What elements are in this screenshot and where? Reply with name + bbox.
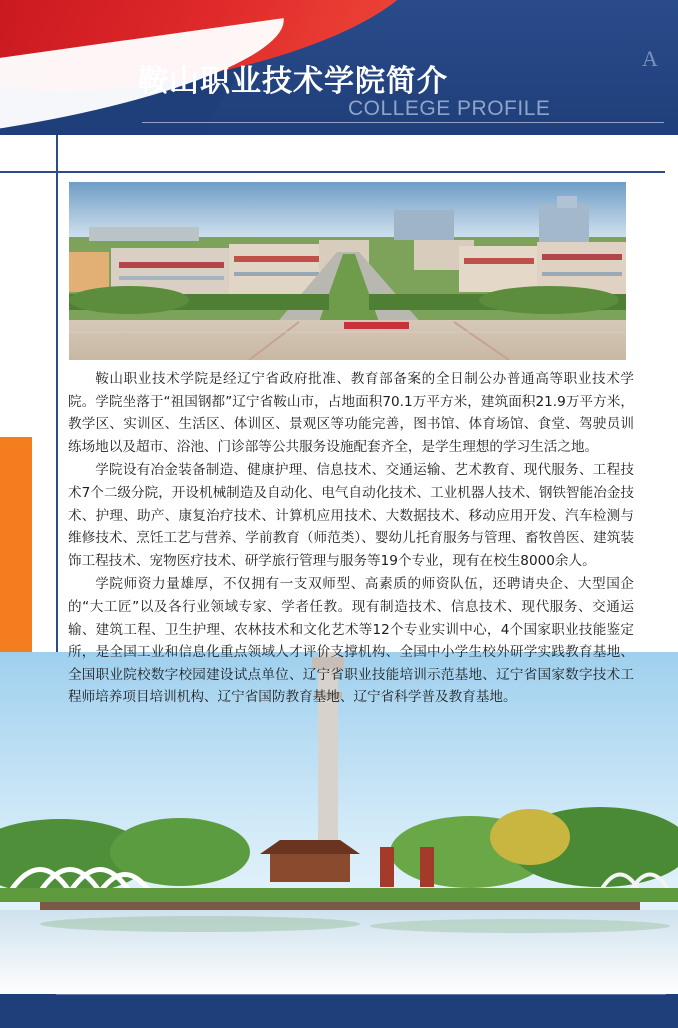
footer-bar — [0, 994, 678, 1028]
profile-body-text — [68, 368, 634, 710]
page-title: 鞍山职业技术学院简介 — [138, 64, 448, 99]
top-divider-line — [0, 171, 665, 173]
header-divider — [142, 122, 664, 123]
orange-accent-bar — [0, 437, 32, 677]
footer-divider — [56, 994, 666, 995]
header-banner — [0, 0, 678, 135]
campus-aerial-photo — [69, 182, 626, 360]
paragraph-overview: 鞍山职业技术学院是经辽宁省政府批准、教育部备案的全日制公办普通高等职业技术学院。学院坐落于“祖国钢都”辽宁省鞍山市，占地面积70.1万平方米，建筑面积21.9万平方米，教学区、实训区、生活区、体训区、景观区等功能完善，图书馆、体育场馆、食堂、驾驶员训练场地以及超市、浴池、门诊部等公共服务设施配套齐全，是学生理想的学习生活之地。 — [68, 371, 634, 455]
page-subtitle: COLLEGE PROFILE — [348, 97, 551, 120]
corner-letter: A — [642, 46, 658, 71]
paragraph-faculty: 学院师资力量雄厚，不仅拥有一支双师型、高素质的师资队伍，还聘请央企、大型国企的“大工匠”以及各行业领域专家、学者任教。现有制造技术、信息技术、现代服务、交通运输、建筑工程、卫生护理、农林技术和文化艺术等12个专业实训中心，4个国家职业技能鉴定所，是全国工业和信息化重点领域人才评价支撑机构、全国中小学生校外研学实践教育基地、全国职业院校数字校园建设试点单位、辽宁省职业技能培训示范基地、辽宁省国家数字技术工程师培养项目培训机构、辽宁省国防教育基地、辽宁省科学普及教育基地。 — [68, 576, 634, 706]
paragraph-departments: 学院设有冶金装备制造、健康护理、信息技术、交通运输、艺术教育、现代服务、工程技术7个二级分院，开设机械制造及自动化、电气自动化技术、工业机器人技术、钢铁智能冶金技术、护理、助产、康复治疗技术、计算机应用技术、大数据技术、移动应用开发、汽车检测与维修技术、烹饪工艺与营养、学前教育（师范类）、婴幼儿托育服务与管理、畜牧兽医、建筑装饰工程技术、宠物医疗技术、研学旅行管理与服务等19个专业，现有在校生8000余人。 — [68, 462, 634, 569]
